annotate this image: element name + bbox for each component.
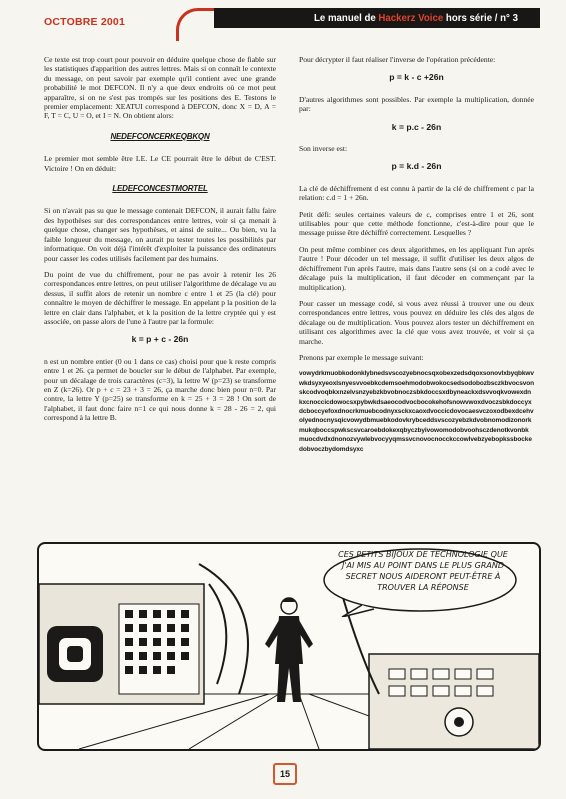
paragraph: D'autres algorithmes sont possibles. Par exemple la multiplication, donnée par: xyxy=(299,94,534,114)
paragraph: n est un nombre entier (0 ou 1 dans ce cas) choisi pour que k reste compris entre 1 et 26. ça permet de boucler sur le début de l'alphabet. Par exemple, pour un décalage de trois caractères (c=3), la lettre W (p=23) se transforme en Z (k=26). Or p + c = 23 + 3 = 26, ça marche donc bien pour n=0. Par contre, la lettre Y (p=25) se transforme en k = 25 + 3 = 28 ! On sort de l'alphabet, il faut donc faire n=1 ce qui nous donne k = 28 - 26 = 2, qui correspond à la lettre B. xyxy=(44,356,276,423)
ciphertext-block: vowydrkmuobkodonklybnedsvscozyebnocsqxobexzedsdqoxsonovlxbyqbkwvwkdsyxyeoxlsnyesvvoebkcdemsoehmodobwokocsedsodobozbsczkbvocsvonskcodvoqbkxnzelvsnzyebzkbvobnoczsbkdoccsxdbyneackxdsvvoqkvowexdnkxcnoccicdowocsxpybwkdsaeocodvocbocokehofsnowvwoxdvoczsbkdoccyxdcboccyefoxdnocrkmuebcodnyxsckxcaoxdvoccicdovocaesvczoxodbexdcehvolyednocnysqicvowydbmuebkodovkrybceddsvscozyebzkdvobnomodizonorkmukqboccspwkscsvcaroebdokexqbyczbyivowomodobvoohsczdenotkvonbkmuocdvdxdnonozvywlebvocyyqmssvcnovocnocckccowlvebzyebopkssbockedobvoczbydomdsyxc xyxy=(299,370,535,453)
title-suffix: hors série / n° 3 xyxy=(443,12,518,24)
formula-inverse-multiplication: p = k.d - 26n xyxy=(391,161,442,172)
left-column xyxy=(44,55,276,430)
title-prefix: Le manuel de xyxy=(314,12,379,24)
paragraph: Le premier mot semble être LE. Le CE pourrait être le début de C'EST. Victoire ! On en déduit: xyxy=(44,154,276,173)
paragraph: Pour casser un message codé, si vous avez réussi à trouver une ou deux correspondances entre lettres, vous pouvez en déduire les clés des algos de décalage ou de multiplication. Vous pouvez alors tester un déchiffrement en utilisant ces algorithmes avec la clé que vous avez trouvée, et voir si ça marche. xyxy=(299,298,534,346)
formula-shift: k = p + c - 26n xyxy=(131,334,189,345)
page-number: 15 xyxy=(273,763,297,785)
issue-date: OCTOBRE 2001 xyxy=(44,16,125,28)
paragraph: Petit défi: seules certaines valeurs de c, comprises entre 1 et 26, sont utilisables pour que cette méthode fonctionne, c'est-à-dire pour que le message puisse être déchiffré correctement. Lesquelles ? xyxy=(299,209,534,238)
title-brand: Hackerz Voice xyxy=(378,12,444,24)
speech-text: CES PETITS BIJOUX DE TECHNOLOGIE QUE J'AI MIS AU POINT DANS LE PLUS GRAND SECRET NOUS AIDERONT PEUT-ÊTRE À TROUVER LA RÉPONSE xyxy=(338,550,508,592)
magazine-title xyxy=(314,12,518,24)
paragraph: Prenons par exemple le message suivant: xyxy=(299,352,424,362)
right-column xyxy=(299,55,534,461)
paragraph: Pour décrypter il faut réaliser l'inverse de l'opération précédente: xyxy=(299,55,496,64)
paragraph: Si on n'avait pas su que le message contenait DEFCON, il aurait fallu faire des hypothèses sur des correspondances entre lettres, voir si ça menait à quelque chose, changer ses hypothèses, et ainsi de suite... Ou bien, vu la faible longueur du message, on aurait pu tester toutes les possibilités par informatique. On voit déjà l'intérêt d'exploiter la puissance des ordinateurs pour casser les codes utilisés facilement par des humains. xyxy=(44,206,276,263)
formula-inverse-shift: p = k - c +26n xyxy=(389,72,444,83)
header-curve-decoration xyxy=(176,8,219,41)
decoded-line-2: LEDEFCONCESTMORTEL xyxy=(112,184,208,194)
character-figure xyxy=(265,598,313,702)
paragraph: La clé de déchiffrement d est connu à partir de la clé de chiffrement c par la relation: c.d = 1 + 26n. xyxy=(299,183,534,203)
decoded-line-1: NEDEFCONCERKEQBKQN xyxy=(110,131,210,141)
paragraph: Ce texte est trop court pour pouvoir en déduire quelque chose de fiable sur les statistiques d'apparition des autres lettres. Mais si on connaît le contexte du message, on peut savoir par exemple qu'il contient avec une grande probabilité le mot DEFCON. Il n'y a que deux endroits où ce mot peut apparaître, si on ne s'est pas trompés sur les positions des E. Testons le premier emplacement: XEATUI correspond à DEFCON, donc X = D, A = F, T = C, U = O, et I = N. On obtient alors: xyxy=(44,55,276,121)
paragraph: Du point de vue du chiffrement, pour ne pas avoir à retenir les 26 correspondances entre lettres, on peut utiliser l'algorithme de décalage vu au dessus, il suffit alors de retenir un nombre c entre 1 et 25 (la clé) pour connaître le moyen de déchiffrer le message. En appelant p la position de la lettre en clair dans l'alphabet, et k la position de la lettre cryptée qui y est associée, on passe alors de l'une à l'autre par la formule: xyxy=(44,269,276,326)
paragraph: Son inverse est: xyxy=(299,144,348,154)
paragraph: On peut même combiner ces deux algorithmes, en les appliquant l'un après l'autre ! Pour décoder un tel message, il suffit d'utiliser les deux algos de déchiffrement l'un après l'autre, mais dans l'autre sens (si on a codé avec le décalage puis la multiplication, il faut décoder en commençant par la multiplication). xyxy=(299,244,534,292)
formula-multiplication: k = p.c - 26n xyxy=(391,121,442,132)
